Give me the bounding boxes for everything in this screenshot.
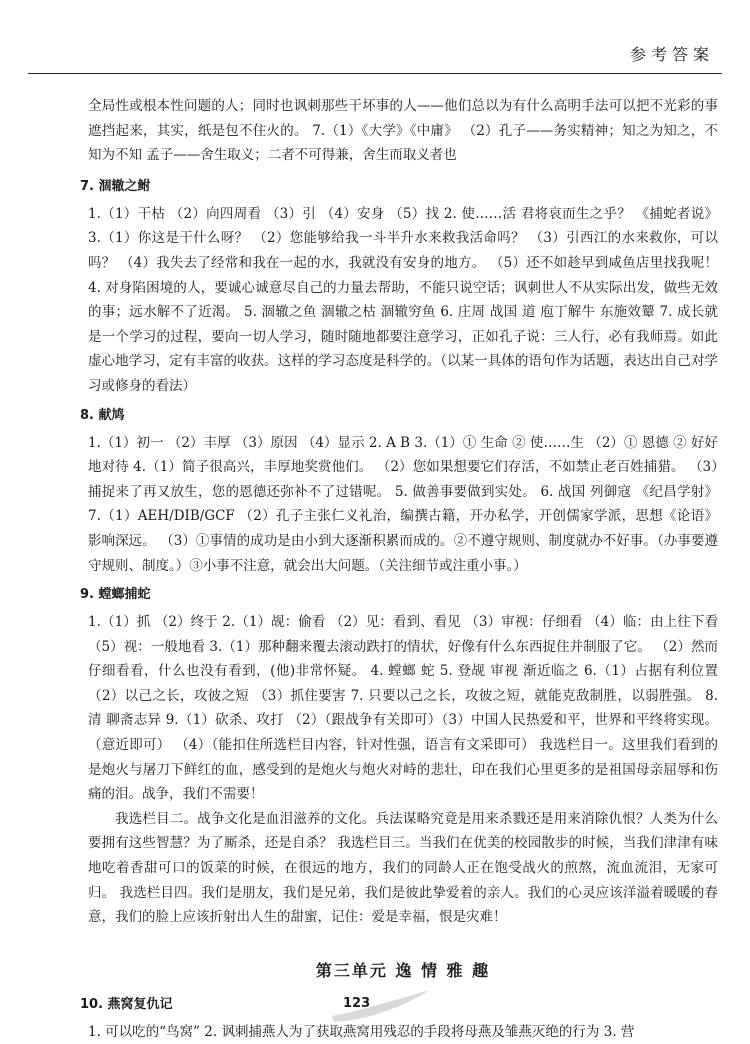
section-title: 10. 燕窝复仇记 — [80, 996, 173, 1012]
page-header-label: 参考答案 — [629, 45, 714, 64]
section-7 — [80, 176, 718, 399]
section-title: 7. 涸辙之鲋 — [80, 178, 151, 194]
section-paragraph: 1.（1）抓 （2）终于 2.（1）觇：偷看 （2）见：看到、看见 （3）审视：仔细看 （4）临：由上往下看 （5）视：一般地看 3.（1）那种翻来覆去滚动跌打的情状，好像有什么东西捉住并制服了它。 （2）然而仔细看看，什么也没有看到，(他)非常怀疑。 4. 螳螂 蛇 5. 登觇 审视 渐近临之 6.（1）占据有利位置 （2）以己之长，攻彼之短 （3）抓住要害 7. 只要以己之长，攻彼之短，就能克敌制胜，以弱胜强。 8. 清 聊斋志异 9.（1）砍杀、攻打 （2）（跟战争有关即可）（3）中国人民热爱和平，世界和平终将实现。（意近即可） （4）（能扣住所选栏目内容，针对性强，语言有文采即可） 我选栏目一。这里我们看到的是炮火与屠刀下鲜红的血，感受到的是炮火与炮火对峙的悲壮，印在我们心里更多的是祖国母亲屈辱和伤痛的泪。战争，我们不需要！ — [88, 614, 718, 803]
page-number: 123 — [343, 996, 371, 1011]
section-paragraph: 我选栏目二。战争文化是血泪滋养的文化。兵法谋略究竟是用来杀戮还是用来消除仇恨？人类为什么要拥有这些智慧？为了厮杀，还是自杀？ 我选栏目三。当我们在优美的校园散步的时候，当我们津津有味地吃着香甜可口的饭菜的时候，在很远的地方，我们的同龄人正在饱受战火的煎熬，流血流泪，无家可归。 我选栏目四。我们是朋友，我们是兄弟，我们是彼此挚爱着的亲人。我们的心灵应该洋溢着暖暖的春意，我们的脸上应该折射出人生的甜蜜，记住：爱是幸福，恨是灾难！ — [88, 810, 718, 926]
intro-paragraph: 全局性或根本性问题的人；同时也讽刺那些干坏事的人——他们总以为有什么高明手法可以把不光彩的事遮挡起来，其实，纸是包不住火的。 7.（1）《大学》《中庸》 （2）孔子——务实精神；知之为知之，不知为不知 孟子——舍生取义；二者不可得兼，舍生而取义者也 — [88, 98, 718, 164]
section-9 — [80, 584, 718, 930]
section-paragraph: 1. 可以吃的“鸟窝” 2. 讽刺捕燕人为了获取燕窝用残忍的手段将母燕及雏燕灭绝的行为 3. 营 — [88, 1023, 635, 1040]
unit-heading: 第三单元 逸 情 雅 趣 — [315, 960, 491, 980]
section-title: 8. 献鸠 — [80, 407, 125, 423]
answer-content — [80, 94, 718, 1044]
section-title: 9. 螳螂捕蛇 — [80, 587, 151, 603]
section-paragraph: 1.（1）干枯 （2）向四周看 （3）引 （4）安身 （5）找 2. 使……活 君将哀而生之乎？ 《捕蛇者说》 3.（1）你这是干什么呀？ （2）您能够给我一斗半升水来救我活命吗？ （3）引西江的水来救你，可以吗？ （4）我失去了经常和我在一起的水，我就没有安身的地方。 （5）还不如趁早到咸鱼店里找我呢！ 4. 对身陷困境的人，要诚心诚意尽自己的力量去帮助，不能只说空话；讽刺世人不从实际出发，做些无效的事；远水解不了近渴。 5. 涸辙之鱼 涸辙之枯 涸辙穷鱼 6. 庄周 战国 道 庖丁解牛 东施效颦 7. 成长就是一个学习的过程，要向一切人学习，随时随地都要注意学习，正如孔子说：三人行，必有我师焉。如此虚心地学习，定有丰富的收获。这样的学习态度是科学的。（以某一具体的语句作为话题，表达出自己对学习或修身的看法） — [88, 205, 718, 394]
section-8 — [80, 405, 718, 579]
header-rule — [28, 73, 722, 74]
section-paragraph: 1.（1）初一 （2）丰厚 （3）原因 （4）显示 2. A B 3.（1）① 生命 ② 使……生 （2）① 恩德 ② 好好地对待 4.（1）简子很高兴，丰厚地奖赏他们。 （2）您如果想要它们存活，不如禁止老百姓捕猎。 （3）捕捉来了再又放生，您的恩德还弥补不了过错呢。 5. 做善事要做到实处。 6. 战国 列御寇 《纪昌学射》 7.（1）AEH/DIB/GCF （2）孔子主张仁义礼治，编撰古籍，开办私学，开创儒家学派，思想《论语》影响深远。 （3）①事情的成功是由小到大逐渐积累而成的。②不遵守规则、制度就办不好事。（办事要遵守规则、制度。）③小事不注意，就会出大问题。（关注细节或注重小事。） — [88, 434, 718, 574]
